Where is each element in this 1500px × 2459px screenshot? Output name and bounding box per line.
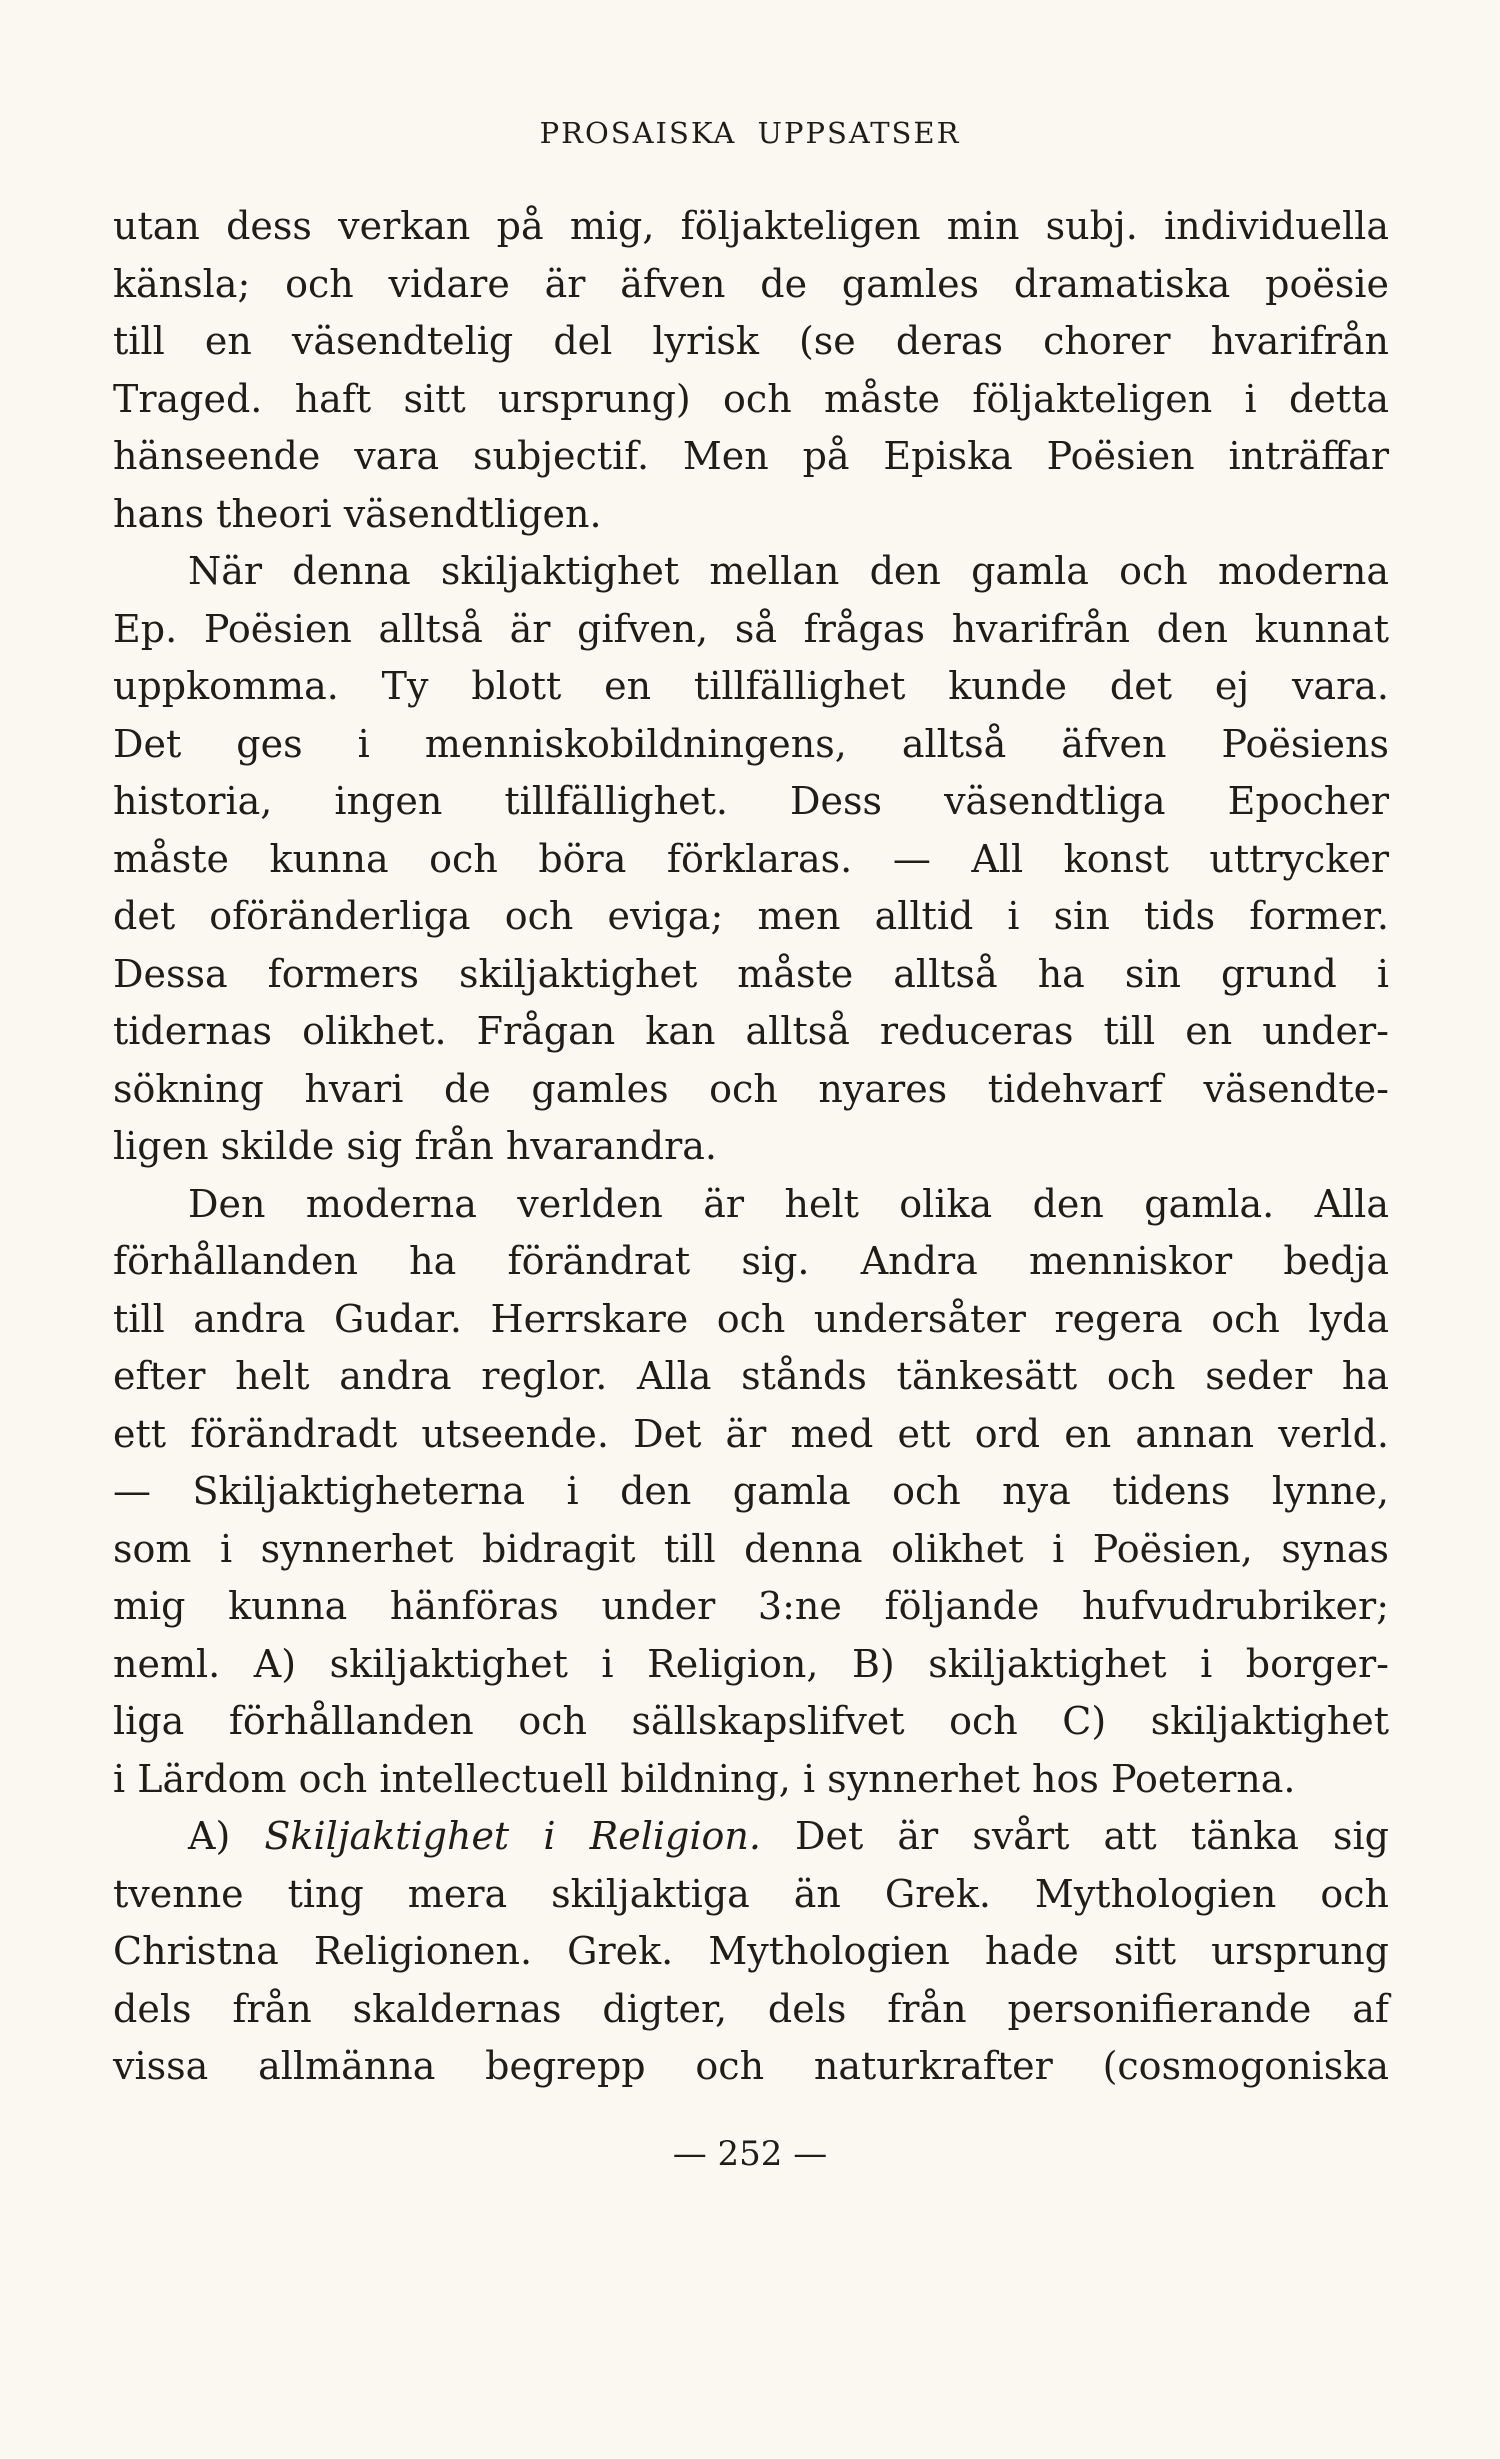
text-line: i Lärdom och intellectuell bildning, i synnerhet hos Poeterna. xyxy=(113,1756,1296,1801)
text-line: historia, ingen tillfällighet. Dess väsendtliga Epocher xyxy=(113,779,1389,823)
text-line: sökning hvari de gamles och nyares tidehvarf väsendte- xyxy=(113,1066,1389,1111)
text-line: efter helt andra reglor. Alla stånds tänkesätt och seder ha xyxy=(113,1354,1389,1398)
section-prefix: A) xyxy=(188,1814,265,1858)
text-line: Det ges i menniskobildningens, alltså äfven Poësiens xyxy=(113,721,1389,766)
text-line: vissa allmänna begrepp och naturkrafter (cosmogoniska xyxy=(113,2044,1389,2088)
text-line: uppkomma. Ty blott en tillfällighet kunde det ej vara. xyxy=(113,664,1389,708)
text-line: tidernas olikhet. Frågan kan alltså reduceras till en under- xyxy=(113,1009,1389,1053)
text-line: Traged. haft sitt ursprung) och måste följakteligen i detta xyxy=(113,376,1389,421)
text-line: dels från skaldernas digter, dels från personifierande af xyxy=(113,1986,1389,2031)
text-line: det oföränderliga och eviga; men alltid i sin tids former. xyxy=(113,894,1389,938)
text-line: ett förändradt utseende. Det är med ett ord en annan verld. xyxy=(113,1411,1389,1456)
text-line: ligen skilde sig från hvarandra. xyxy=(113,1124,718,1168)
text-line: hänseende vara subjectif. Men på Episka Poësien inträffar xyxy=(113,434,1389,478)
text-line: känsla; och vidare är äfven de gamles dramatiska poësie xyxy=(113,261,1389,306)
text-line: Ep. Poësien alltså är gifven, så frågas hvarifrån den kunnat xyxy=(113,606,1389,651)
text-line: förhållanden ha förändrat sig. Andra menniskor bedja xyxy=(113,1239,1389,1283)
text-line: hans theori väsendtligen. xyxy=(113,491,602,536)
text-line: Dessa formers skiljaktighet måste alltså ha sin grund i xyxy=(113,951,1389,996)
section-heading-line xyxy=(113,1808,1389,1866)
text-line: till andra Gudar. Herrskare och undersåter regera och lyda xyxy=(113,1296,1389,1341)
paragraph-start-line: När denna skiljaktighet mellan den gamla och moderna xyxy=(188,549,1389,593)
text-line: neml. A) skiljaktighet i Religion, B) skiljaktighet i borger- xyxy=(113,1641,1389,1686)
text-line: mig kunna hänföras under 3:ne följande hufvudrubriker; xyxy=(113,1584,1389,1628)
text-line: liga förhållanden och sällskapslifvet och C) skiljaktighet xyxy=(113,1699,1389,1743)
text-line: till en väsendtelig del lyrisk (se deras chorer hvarifrån xyxy=(113,319,1389,363)
paragraph-start-line: Den moderna verlden är helt olika den gamla. Alla xyxy=(188,1181,1389,1226)
text-line: måste kunna och böra förklaras. — All konst uttrycker xyxy=(113,836,1389,881)
text-line: — Skiljaktigheterna i den gamla och nya tidens lynne, xyxy=(113,1469,1389,1513)
section-title-italic: Skiljaktighet i Religion. xyxy=(264,1814,761,1858)
text-line: utan dess verkan på mig, följakteligen min subj. individuella xyxy=(113,204,1389,248)
page-body xyxy=(113,198,1389,2096)
page-number: — 252 — xyxy=(672,2134,828,2174)
text-line: som i synnerhet bidragit till denna olikhet i Poësien, synas xyxy=(113,1526,1389,1571)
section-line-rest: Det är svårt att tänka sig xyxy=(760,1814,1389,1858)
text-line: tvenne ting mera skiljaktiga än Grek. Mythologien och xyxy=(113,1871,1389,1916)
running-header: PROSAISKA UPPSATSER xyxy=(539,116,961,150)
text-line: Christna Religionen. Grek. Mythologien hade sitt ursprung xyxy=(113,1929,1389,1973)
